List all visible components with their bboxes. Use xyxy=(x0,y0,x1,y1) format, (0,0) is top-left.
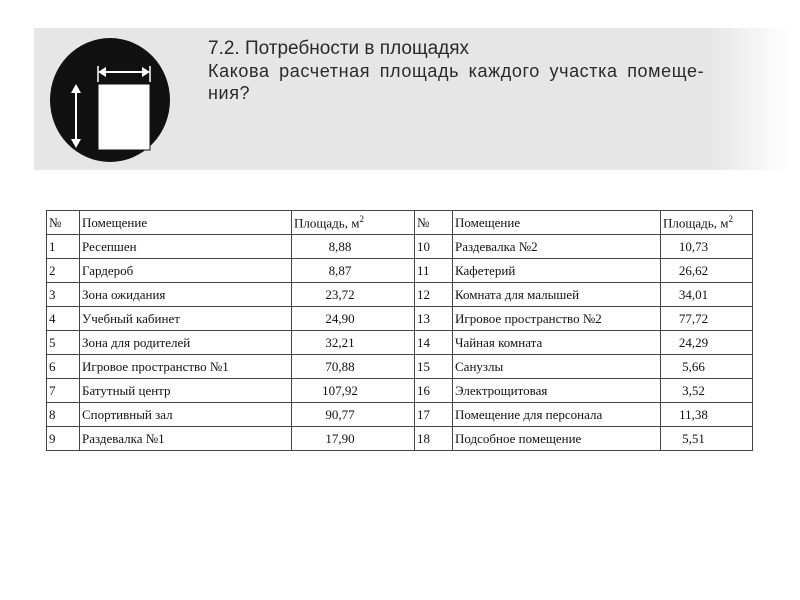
table-row xyxy=(47,379,753,403)
room-name-cell: Помещение для персонала xyxy=(453,403,661,427)
table-row xyxy=(47,283,753,307)
row-number-cell: 15 xyxy=(415,355,453,379)
table-row xyxy=(47,259,753,283)
row-number-cell: 6 xyxy=(47,355,80,379)
room-name-cell: Зона для родителей xyxy=(80,331,292,355)
header-area-right: Площадь, $м^2$ xyxy=(661,211,753,235)
square-with-dimension-arrows-icon xyxy=(48,36,172,164)
row-number-cell: 13 xyxy=(415,307,453,331)
row-number-cell: 18 xyxy=(415,427,453,451)
table-header-row xyxy=(47,211,753,235)
room-name-cell: Кафетерий xyxy=(453,259,661,283)
room-name-cell: Раздевалка №1 xyxy=(80,427,292,451)
room-area-cell: 24,29 xyxy=(661,331,753,355)
page-heading xyxy=(208,38,704,104)
scan-fade xyxy=(710,28,790,170)
room-area-cell: 5,51 xyxy=(661,427,753,451)
room-area-cell: 24,90 xyxy=(292,307,415,331)
row-number-cell: 3 xyxy=(47,283,80,307)
row-number-cell: 8 xyxy=(47,403,80,427)
row-number-cell: 17 xyxy=(415,403,453,427)
header-no-left: № xyxy=(47,211,80,235)
header-room-right: Помещение xyxy=(453,211,661,235)
header-area-left: Площадь, $м^2$ xyxy=(292,211,415,235)
room-name-cell: Электрощитовая xyxy=(453,379,661,403)
room-name-cell: Батутный центр xyxy=(80,379,292,403)
room-name-cell: Учебный кабинет xyxy=(80,307,292,331)
rooms-area-table xyxy=(46,210,753,451)
room-area-cell: 3,52 xyxy=(661,379,753,403)
room-area-cell: 8,87 xyxy=(292,259,415,283)
room-area-cell: 77,72 xyxy=(661,307,753,331)
row-number-cell: 16 xyxy=(415,379,453,403)
row-number-cell: 4 xyxy=(47,307,80,331)
room-name-cell: Подсобное помещение xyxy=(453,427,661,451)
row-number-cell: 14 xyxy=(415,331,453,355)
row-number-cell: 5 xyxy=(47,331,80,355)
room-area-cell: 8,88 xyxy=(292,235,415,259)
header-room-left: Помещение xyxy=(80,211,292,235)
room-name-cell: Игровое пространство №1 xyxy=(80,355,292,379)
room-name-cell: Комната для малышей xyxy=(453,283,661,307)
room-name-cell: Чайная комната xyxy=(453,331,661,355)
room-area-cell: 17,90 xyxy=(292,427,415,451)
room-area-cell: 23,72 xyxy=(292,283,415,307)
room-area-cell: 10,73 xyxy=(661,235,753,259)
heading-line-2: Какова расчетная площадь каждого участка помеще- xyxy=(208,61,705,81)
header-no-right: № xyxy=(415,211,453,235)
heading-line-1: 7.2. Потребности в площадях xyxy=(208,38,470,59)
row-number-cell: 9 xyxy=(47,427,80,451)
room-area-cell: 34,01 xyxy=(661,283,753,307)
table-row xyxy=(47,427,753,451)
heading-line-3: ния? xyxy=(208,83,251,103)
room-name-cell: Ресепшен xyxy=(80,235,292,259)
room-area-cell: 26,62 xyxy=(661,259,753,283)
room-name-cell: Санузлы xyxy=(453,355,661,379)
room-area-cell: 11,38 xyxy=(661,403,753,427)
room-name-cell: Раздевалка №2 xyxy=(453,235,661,259)
room-name-cell: Гардероб xyxy=(80,259,292,283)
table-row xyxy=(47,355,753,379)
room-name-cell: Игровое пространство №2 xyxy=(453,307,661,331)
table-row xyxy=(47,235,753,259)
table-row xyxy=(47,307,753,331)
room-area-cell: 32,21 xyxy=(292,331,415,355)
row-number-cell: 1 xyxy=(47,235,80,259)
room-name-cell: Спортивный зал xyxy=(80,403,292,427)
row-number-cell: 7 xyxy=(47,379,80,403)
row-number-cell: 2 xyxy=(47,259,80,283)
room-name-cell: Зона ожидания xyxy=(80,283,292,307)
row-number-cell: 10 xyxy=(415,235,453,259)
row-number-cell: 12 xyxy=(415,283,453,307)
table-row xyxy=(47,331,753,355)
table-row xyxy=(47,403,753,427)
room-area-cell: 107,92 xyxy=(292,379,415,403)
room-area-cell: 70,88 xyxy=(292,355,415,379)
room-area-cell: 90,77 xyxy=(292,403,415,427)
row-number-cell: 11 xyxy=(415,259,453,283)
room-area-cell: 5,66 xyxy=(661,355,753,379)
